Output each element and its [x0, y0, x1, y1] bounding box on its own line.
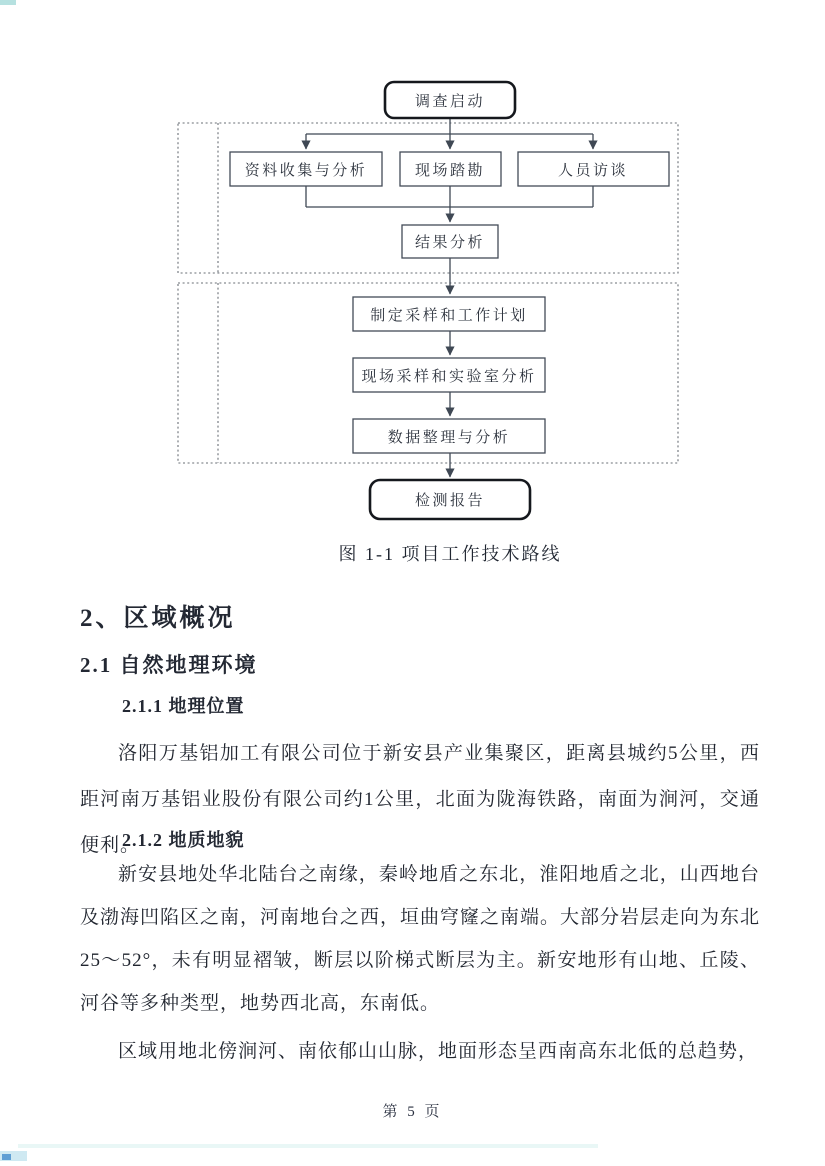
section-title: 2.1 自然地理环境: [80, 653, 258, 677]
node-collect: [230, 152, 382, 186]
node-plan-label: 制定采样和工作计划: [370, 308, 528, 324]
scan-artifact-bottom-dot: [2, 1154, 11, 1160]
subsection-title-geology: 2.1.2 地质地貌: [122, 830, 245, 850]
node-data: [353, 419, 545, 453]
node-survey: [400, 152, 501, 186]
scan-artifact-top-left: [0, 0, 16, 5]
figure-caption: 图 1-1 项目工作技术路线: [338, 544, 562, 564]
paragraph-geology: 新安县地处华北陆台之南缘，秦岭地盾之东北，淮阳地盾之北，山西地台及渤海凹陷区之南，河南地台之西，垣曲穹窿之南端。大部分岩层走向为东北25～52°，未有明显褶皱，断层以阶梯式断层为主。新安地形有山地、丘陵、河谷等多种类型，地势西北高，东南低。: [80, 864, 761, 1014]
scan-artifact-band: [18, 1144, 598, 1148]
node-survey-label: 现场踏勘: [414, 163, 486, 179]
chapter-title: 2、区域概况: [80, 605, 236, 632]
node-report: [370, 480, 530, 519]
subsection-title-geographic-location: 2.1.1 地理位置: [122, 696, 245, 716]
node-result: [402, 225, 498, 258]
paragraph-terrain: 区域用地北傍涧河、南依郁山山脉，地面形态呈西南高东北低的总趋势，: [118, 1041, 759, 1062]
node-result-label: 结果分析: [414, 235, 486, 251]
page-number: 第 5 页: [382, 1104, 443, 1120]
node-interview-label: 人员访谈: [557, 163, 629, 179]
node-start: [385, 82, 515, 118]
node-collect-label: 资料收集与分析: [244, 163, 368, 179]
node-sampling-label: 现场采样和实验室分析: [361, 369, 537, 385]
node-start-label: 调查启动: [414, 94, 486, 110]
node-report-label: 检测报告: [414, 493, 486, 509]
technical-route-flowchart: [0, 0, 825, 535]
node-plan: [353, 297, 545, 331]
paragraph-geographic-location: 洛阳万基铝加工有限公司位于新安县产业集聚区，距离县城约5公里，西距河南万基铝业股份有限公司约1公里，北面为陇海铁路，南面为涧河，交通便利。: [80, 743, 760, 856]
node-sampling: [353, 358, 545, 392]
node-interview: [518, 152, 669, 186]
node-data-label: 数据整理与分析: [387, 430, 511, 446]
